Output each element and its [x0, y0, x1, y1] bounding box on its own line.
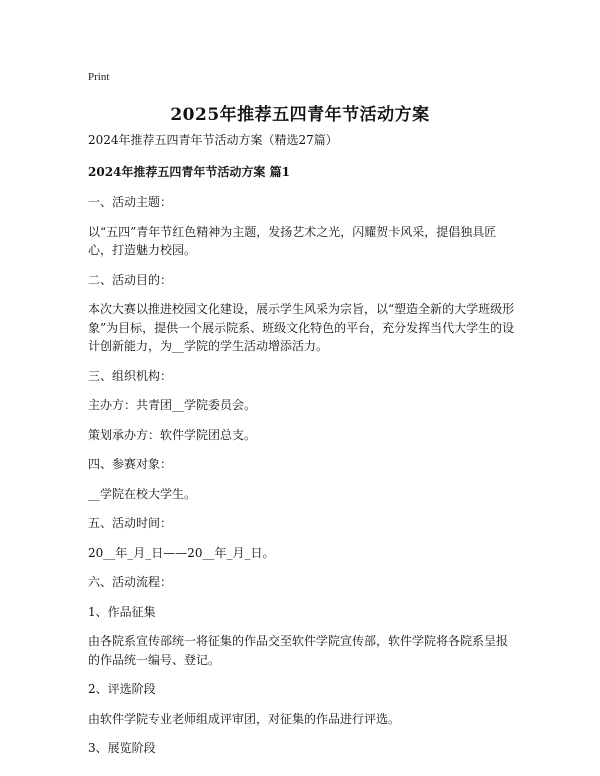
paragraph-step-exhibition: 3、展览阶段: [88, 741, 156, 755]
paragraph-heading-time: 五、活动时间：: [88, 516, 173, 530]
paragraph-time: 20__年_月_日——20__年_月_日。: [88, 545, 275, 560]
document-title: 2025年推荐五四青年节活动方案: [170, 105, 430, 125]
paragraph-review: 由软件学院专业老师组成评审团，对征集的作品进行评选。: [88, 711, 401, 726]
paragraph-step-review: 2、评选阶段: [88, 682, 156, 696]
paragraph-theme: 以“五四”青年节红色精神为主题，发扬艺术之光，闪耀贺卡风采，提倡独具匠心，打造魅力校园。: [88, 224, 497, 257]
paragraph-heading-organization: 三、组织机构：: [88, 368, 173, 383]
paragraph-heading-theme: 一、活动主题：: [88, 195, 173, 209]
document-subtitle: 2024年推荐五四青年节活动方案（精选27篇）: [88, 133, 338, 147]
paragraph-participants: __学院在校大学生。: [88, 486, 197, 501]
section-heading: 2024年推荐五四青年节活动方案 篇1: [88, 164, 290, 179]
paragraph-organizer: 策划承办方：软件学院团总支。: [88, 427, 257, 442]
print-label: Print: [88, 71, 110, 83]
paragraph-heading-purpose: 二、活动目的：: [88, 272, 173, 287]
paragraph-purpose: 本次大赛以推进校园文化建设，展示学生风采为宗旨，以“塑造全新的大学班级形象”为目标，提供一个展示院系、班级文化特色的平台，充分发挥当代大学生的设计创新能力，为__学院的学生活动增添活力。: [88, 302, 515, 353]
document-body: [88, 131, 516, 769]
paragraph-step-collection: 1、作品征集: [88, 604, 156, 619]
paragraph-heading-process: 六、活动流程：: [88, 575, 173, 589]
paragraph-collection: 由各院系宣传部统一将征集的作品交至软件学院宣传部，软件学院将各院系呈报的作品统一编号、登记。: [88, 634, 509, 667]
paragraph-heading-participants: 四、参赛对象：: [88, 457, 173, 471]
paragraph-host: 主办方：共青团__学院委员会。: [88, 398, 257, 412]
